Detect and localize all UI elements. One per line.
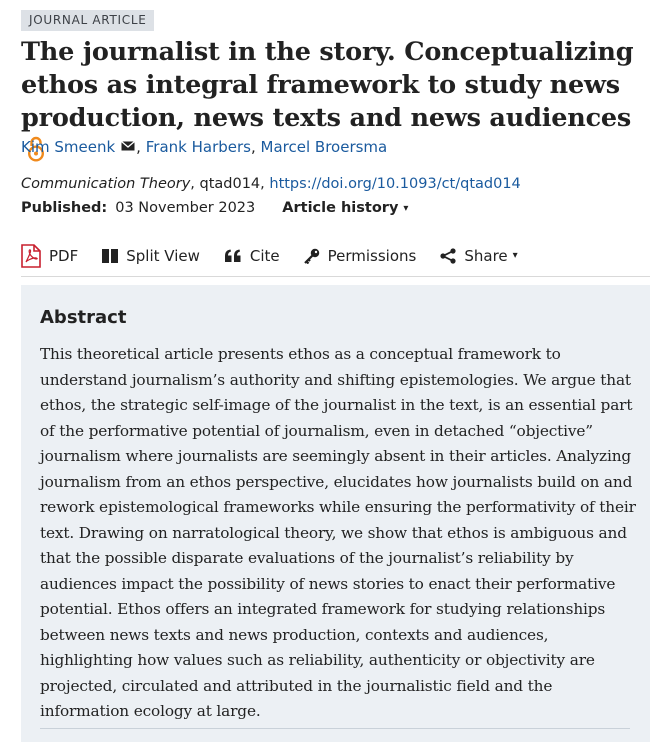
publication-info: [21, 197, 408, 219]
published-label: Published:: [21, 200, 108, 216]
author-separator: ,: [250, 138, 256, 156]
key-icon: [304, 248, 320, 264]
author-list: [21, 136, 387, 158]
share-button[interactable]: [440, 244, 517, 274]
email-icon[interactable]: [121, 136, 135, 158]
split-view-label: Split View: [126, 246, 200, 265]
cite-button[interactable]: [224, 244, 280, 274]
abstract-section: [21, 285, 650, 742]
pdf-button[interactable]: [21, 244, 78, 274]
share-icon: [440, 248, 456, 264]
citation-line: [21, 173, 521, 195]
journal-name: Communication Theory: [21, 176, 191, 192]
permissions-label: Permissions: [327, 246, 417, 265]
published-date: 03 November 2023: [115, 200, 256, 216]
doi-link[interactable]: https://doi.org/10.1093/ct/qtad014: [269, 176, 521, 192]
abstract-heading: Abstract: [40, 307, 127, 328]
split-view-button[interactable]: [102, 244, 200, 274]
quote-icon: [224, 249, 242, 263]
article-title-text: The journalist in the story. Conceptualizing ethos as integral framework to study news production, news texts and news audiences: [21, 37, 634, 133]
chevron-down-icon: ▾: [403, 202, 409, 214]
cite-label: Cite: [249, 246, 280, 265]
article-id: , qtad014,: [190, 176, 270, 192]
divider: [40, 728, 630, 729]
article-type-badge: JOURNAL ARTICLE: [21, 10, 154, 31]
article-history-toggle[interactable]: [282, 197, 408, 220]
article-toolbar: [21, 241, 650, 277]
author-link-kim-smeenk[interactable]: Kim Smeenk: [21, 138, 116, 156]
pdf-icon: [21, 244, 41, 268]
author-link-frank-harbers[interactable]: Frank Harbers: [145, 138, 251, 156]
abstract-text: This theoretical article presents ethos as a conceptual framework to understand journalism’s authority and shifting epistemologies. We argue that ethos, the strategic self-image of the journalist in the text, is an essential part of the performative potential of journalism, even in detached “objective” journalism where journalists are seemingly absent in their articles. Analyzing journalism from an ethos perspective, elucidates how journalists build on and rework epistemological frameworks while ensuring the performativity of their text. Drawing on narratological theory, we show that ethos is ambiguous and that the possible disparate evaluations of the journalist’s reliability by audiences impact the possibility of news stories to enact their performative potential. Ethos offers an integrated framework for studying relationships between news texts and news production, contexts and audiences, highlighting how values such as reliability, authenticity or objectivity are projected, circulated and attributed in the journalistic field and the information ecology at large.: [40, 345, 636, 720]
share-label: Share: [464, 246, 508, 265]
permissions-button[interactable]: [304, 244, 417, 274]
chevron-down-icon: ▾: [512, 250, 518, 261]
author-link-marcel-broersma[interactable]: Marcel Broersma: [260, 138, 388, 156]
pdf-label: PDF: [49, 246, 79, 265]
author-separator: ,: [136, 138, 141, 156]
article-history-label: Article history: [282, 199, 399, 216]
split-view-icon: [102, 249, 118, 263]
